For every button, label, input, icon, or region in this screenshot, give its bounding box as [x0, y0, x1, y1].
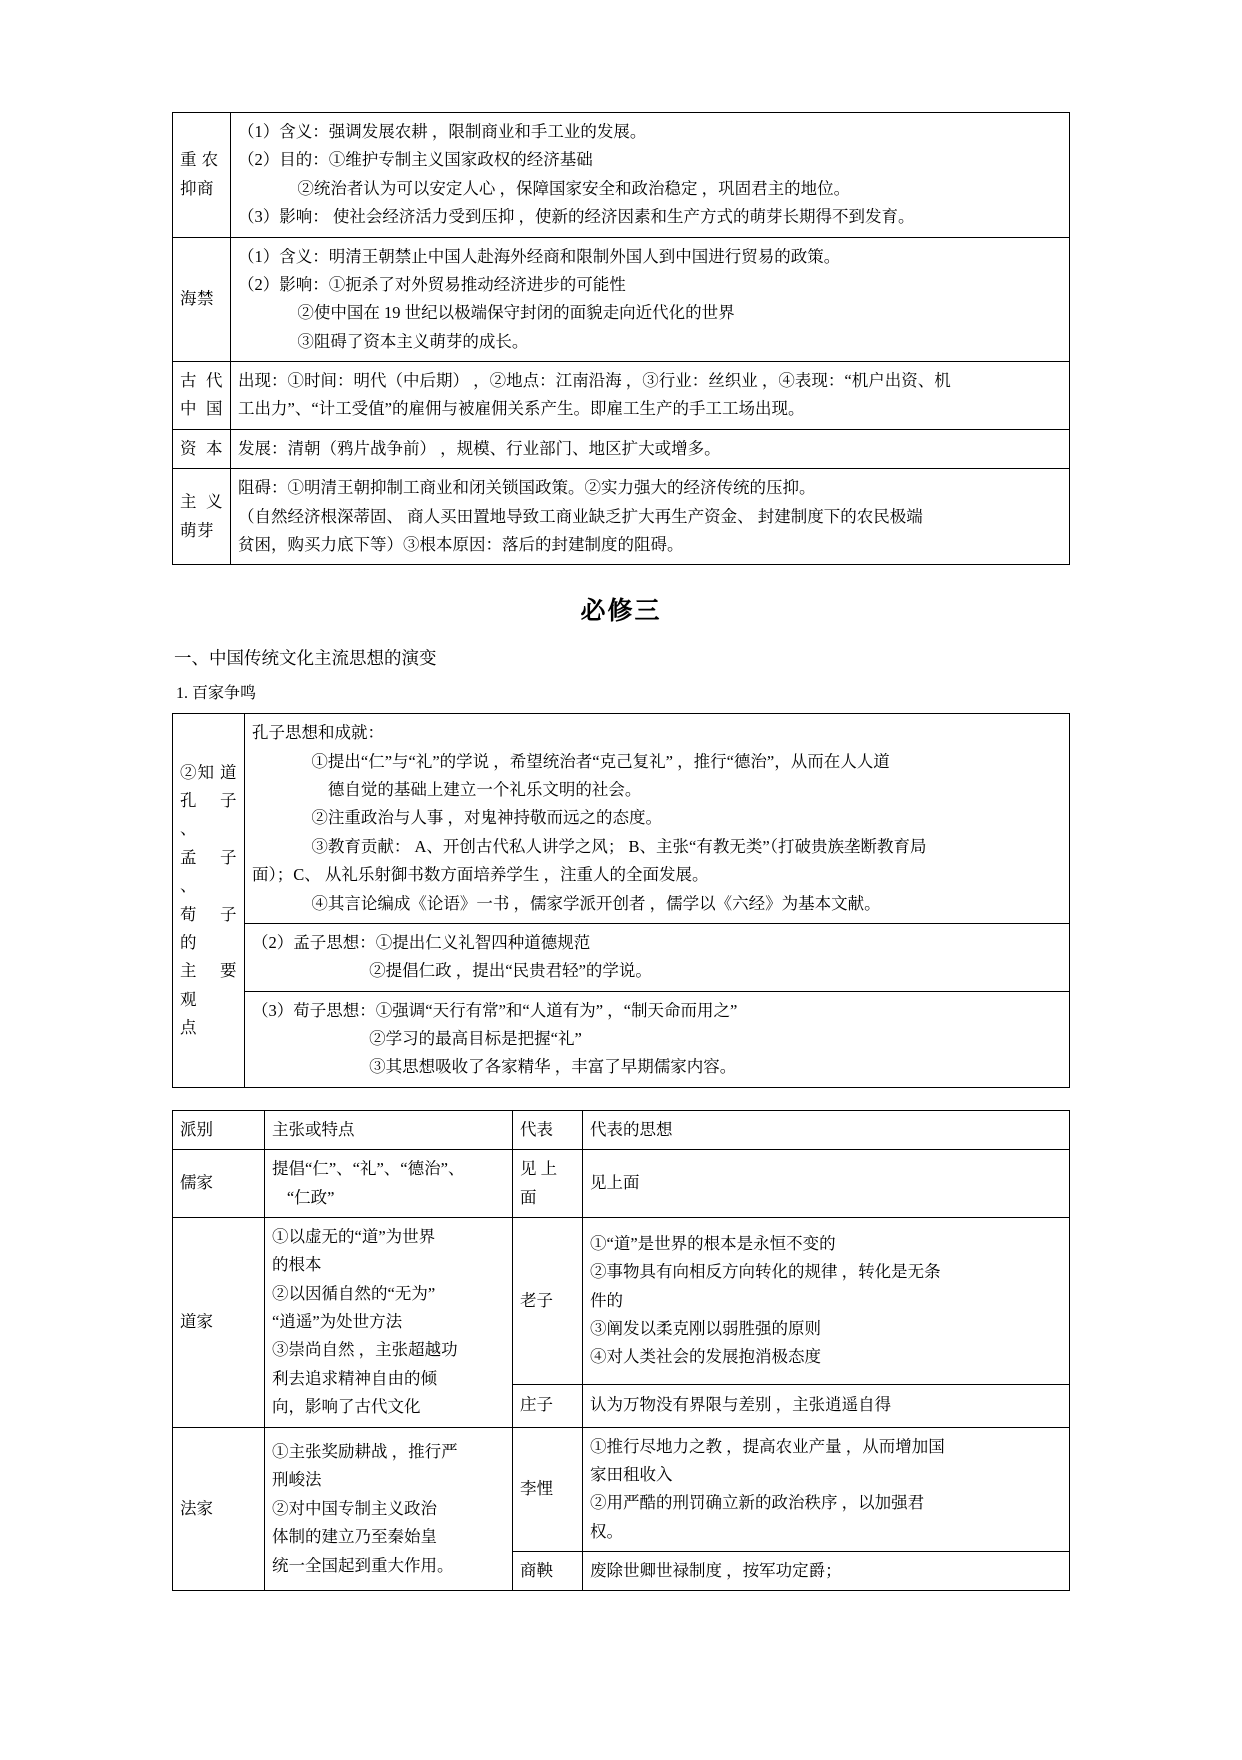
representative-shangyang: 商鞅: [513, 1552, 583, 1591]
table-header-row: [173, 1110, 1070, 1149]
sub-heading: 1. 百家争鸣: [176, 685, 257, 703]
row-content-emergence: 出现：①时间：明代（中后期） ，②地点：江南沿海 ，③行业：丝织业 ，④表现：“机户出资、机 工出力”、“计工受值”的雇佣与被雇佣关系产生。即雇工生产的手工工场出现。: [231, 362, 1070, 430]
representative-zhuangzi: 庄子: [513, 1384, 583, 1427]
table-row: [173, 429, 1070, 468]
table-row: [173, 923, 1070, 991]
row-content-confucius: 孔子思想和成就： ①提出“仁”与“礼”的学说 ，希望统治者“克己复礼” ，推行“德治”，从而在人人道 德自觉的基础上建立一个礼乐文明的社会。 ②注重政治与人事 ，对鬼神持敬而远之的态度。 ③教育贡献： A、开创古代私人讲学之风； B、主张“有教无类”（打破贵族垄断教育局 面）；C、 从礼乐射御书数方面培养学生 ，注重人的全面发展。 ④其言论编成《论语》一书 ，儒家学派开创者 ，儒学以《六经》为基本文献。: [245, 714, 1070, 924]
representative-laozi: 老子: [513, 1217, 583, 1384]
table-schools-of-thought: [172, 1110, 1070, 1592]
table-row: [173, 1150, 1070, 1218]
table-economy-policies: [172, 112, 1070, 565]
row-label-haijin: 海禁: [173, 237, 231, 362]
table-row: [173, 1217, 1070, 1384]
table-row: [173, 362, 1070, 430]
table-row: [173, 1427, 1070, 1552]
school-confucianism: 儒家: [173, 1150, 265, 1218]
col-header-feature: 主张或特点: [265, 1110, 513, 1149]
row-label-capitalism-2: 资 本: [173, 429, 231, 468]
thought-confucianism: 见上面: [583, 1150, 1070, 1218]
page-title: 必修三: [580, 598, 662, 626]
feature-confucianism: 提倡“仁”、“礼”、“德治”、 “仁政”: [265, 1150, 513, 1218]
representative-confucianism: 见 上 面: [513, 1150, 583, 1218]
table-row: [173, 714, 1070, 924]
row-label-capitalism-1: 古 代 中 国: [173, 362, 231, 430]
thought-shangyang: 废除世卿世禄制度 ，按军功定爵；: [583, 1552, 1070, 1591]
row-content-haijin: （1）含义：明清王朝禁止中国人赴海外经商和限制外国人到中国进行贸易的政策。 （2）影响：①扼杀了对外贸易推动经济进步的可能性 ②使中国在 19 世纪以极端保守封闭的面貌走向近代化的世界 ③阻碍了资本主义萌芽的成长。: [231, 237, 1070, 362]
row-content-mencius: （2）孟子思想：①提出仁义礼智四种道德规范 ②提倡仁政 ，提出“民贵君轻”的学说。: [245, 923, 1070, 991]
table-confucius-mencius-xunzi: [172, 713, 1070, 1088]
col-header-school: 派别: [173, 1110, 265, 1149]
table-row: [173, 237, 1070, 362]
col-header-thought: 代表的思想: [583, 1110, 1070, 1149]
feature-daoism: ①以虚无的“道”为世界 的根本 ②以因循自然的“无为” “逍遥”为处世方法 ③崇尚自然 ，主张超越功 利去追求精神自由的倾 向，影响了古代文化: [265, 1217, 513, 1427]
section-heading: 一、中国传统文化主流思想的演变: [174, 648, 437, 669]
representative-likui: 李悝: [513, 1427, 583, 1552]
feature-legalism: ①主张奖励耕战 ，推行严 刑峻法 ②对中国专制主义政治 体制的建立乃至秦始皇 统一全国起到重大作用。: [265, 1427, 513, 1591]
row-label-zhongnongyishang: 重 农 抑商: [173, 113, 231, 238]
row-content-xunzi: （3）荀子思想：①强调“天行有常”和“人道有为” ，“制天命而用之” ②学习的最高目标是把握“礼” ③其思想吸收了各家精华 ，丰富了早期儒家内容。: [245, 991, 1070, 1087]
row-content-obstacles: 阻碍：①明清王朝抑制工商业和闭关锁国政策。②实力强大的经济传统的压抑。 （自然经济根深蒂固、 商人买田置地导致工商业缺乏扩大再生产资金、 封建制度下的农民极端 贫困，购买力底下等）③根本原因：落后的封建制度的阻碍。: [231, 469, 1070, 565]
school-daoism: 道家: [173, 1217, 265, 1427]
row-content-zhongnongyishang: （1）含义：强调发展农耕 ，限制商业和手工业的发展。 （2）目的：①维护专制主义国家政权的经济基础 ②统治者认为可以安定人心 ，保障国家安全和政治稳定 ，巩固君主的地位。 （3）影响： 使社会经济活力受到压抑 ，使新的经济因素和生产方式的萌芽长期得不到发育。: [231, 113, 1070, 238]
col-header-representative: 代表: [513, 1110, 583, 1149]
school-legalism: 法家: [173, 1427, 265, 1591]
thought-zhuangzi: 认为万物没有界限与差别 ，主张逍遥自得: [583, 1384, 1070, 1427]
thought-laozi: ①“道”是世界的根本是永恒不变的 ②事物具有向相反方向转化的规律 ，转化是无条 件的 ③阐发以柔克刚以弱胜强的原则 ④对人类社会的发展抱消极态度: [583, 1217, 1070, 1384]
table-row: [173, 113, 1070, 238]
row-content-development: 发展：清朝（鸦片战争前） ，规模、行业部门、地区扩大或增多。: [231, 429, 1070, 468]
row-label-three-thinkers: ②知 道 孔 子 、 孟 子 、 荀 子 的 主 要 观 点: [173, 714, 245, 1088]
table-row: [173, 469, 1070, 565]
table-row: [173, 991, 1070, 1087]
thought-likui: ①推行尽地力之教 ，提高农业产量 ，从而增加国 家田租收入 ②用严酷的刑罚确立新的政治秩序 ，以加强君 权。: [583, 1427, 1070, 1552]
row-label-capitalism-3: 主 义 萌芽: [173, 469, 231, 565]
